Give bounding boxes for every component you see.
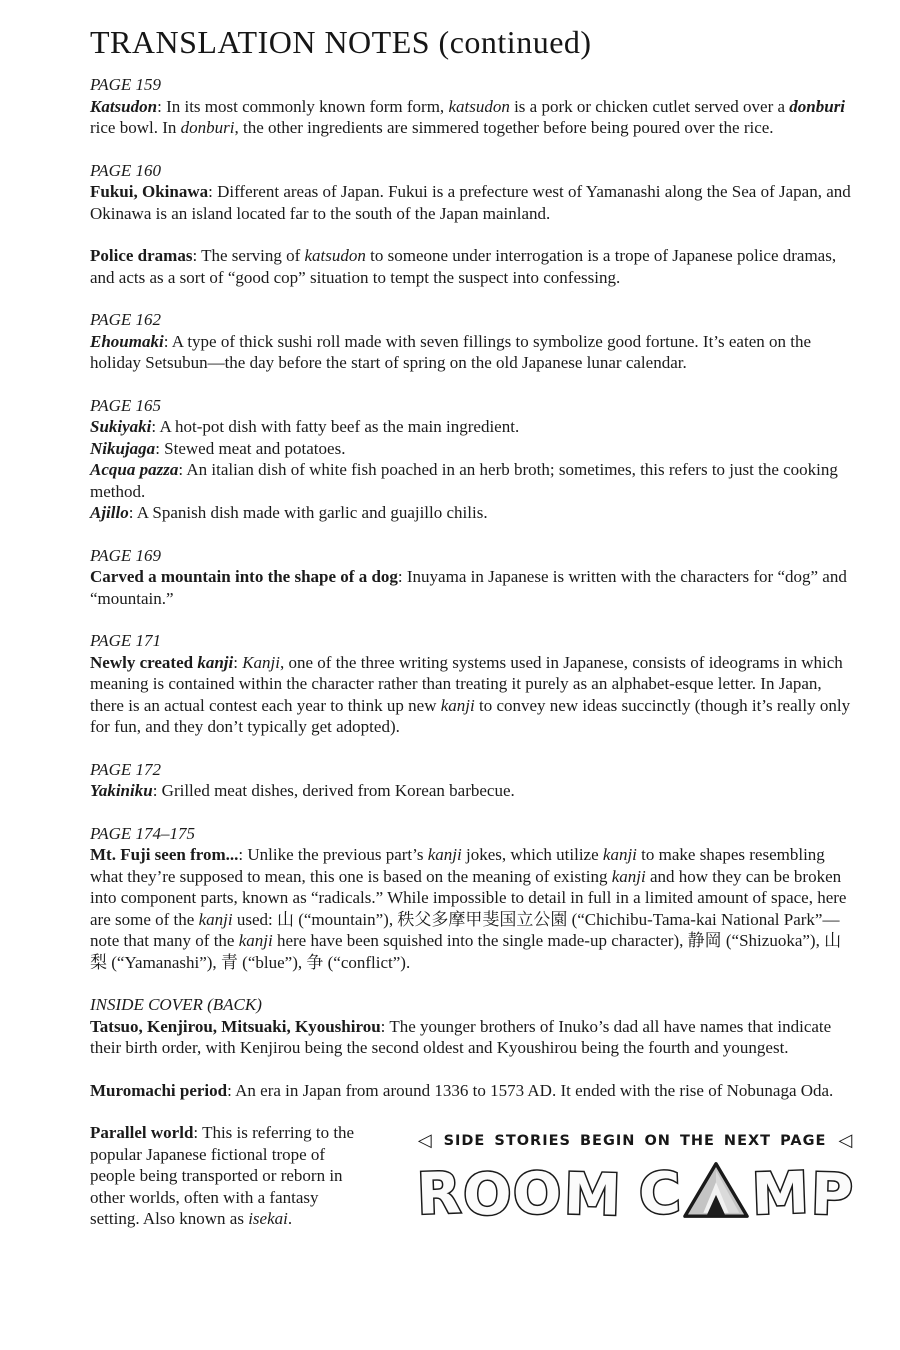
text-run: kanji (602, 845, 637, 864)
text-run: here have been squished into the single made-up character), 静岡 (“Shizuoka”), 山梨 (“Yamanashi”), 青 (“blue”), 争 (“conflict”). (90, 931, 842, 972)
text-run: Mt. Fuji seen from... (90, 845, 239, 864)
page-heading: PAGE 165 (90, 395, 161, 415)
text-run: : A Spanish dish made with garlic and guajillo chilis. (128, 503, 488, 522)
text-run: : Stewed meat and potatoes. (155, 438, 346, 458)
logo-letter: M (751, 1159, 811, 1228)
text-run: Yakiniku (90, 781, 153, 800)
text-run: kanji (427, 845, 462, 864)
logo-letter: O (462, 1160, 513, 1229)
text-run: kanji (197, 652, 234, 672)
notes-blocks (90, 74, 856, 1101)
notes-block (90, 395, 856, 524)
notes-block (90, 823, 856, 974)
parallel-world-entry (90, 1122, 366, 1230)
text-run: jokes, which utilize (461, 845, 603, 864)
text-run: Ajillo (90, 503, 129, 522)
text-run: : Unlike the previous part’s (238, 845, 428, 864)
text-run: Newly created (90, 652, 198, 672)
page-heading: PAGE 160 (90, 160, 161, 180)
text-run: kanji (611, 866, 646, 886)
side-stories-area (366, 1122, 856, 1229)
text-run: Katsudon (90, 96, 158, 116)
note-entry (90, 416, 856, 438)
text-run: kanji (198, 909, 233, 929)
note-entry (90, 181, 856, 224)
left-triangle-icon: ◁ (417, 1130, 432, 1151)
page-heading: PAGE 171 (90, 631, 161, 650)
text-run: : The serving of (192, 246, 305, 265)
text-run: katsudon (304, 246, 366, 265)
text-run: Carved a mountain into the shape of a dog (90, 567, 398, 586)
text-run: Police dramas (90, 246, 193, 265)
logo-letter: R (415, 1159, 463, 1228)
text-run: katsudon (448, 96, 510, 116)
text-run: Parallel world (90, 1123, 194, 1142)
notes-block (90, 994, 856, 1059)
notes-block (90, 309, 856, 374)
text-run: : A type of thick sushi roll made with seven fillings to symbolize good fortune. It’s eaten on the holiday Setsubun—the day before the start of spring on the old Japanese lunar calendar. (90, 331, 812, 372)
text-run: : Grilled meat dishes, derived from Korean barbecue. (152, 781, 515, 800)
page-title: TRANSLATION NOTES (continued) (90, 24, 592, 60)
text-run: Acqua pazza (90, 460, 179, 479)
note-entry (90, 1016, 856, 1059)
text-run: Tatsuo, Kenjirou, Mitsuaki, Kyoushirou (90, 1016, 381, 1036)
text-run: : Inuyama in Japanese is written with the characters for “dog” and “mountain.” (90, 567, 847, 608)
text-run: used: 山 (“mountain”), 秩父多摩甲斐国立公園 (“Chichibu-Tama-kai National Park”—note that many of the (90, 909, 840, 950)
logo-letter: M (562, 1160, 622, 1229)
text-run: : An era in Japan from around 1336 to 1573 AD. It ended with the rise of Nobunaga Oda. (227, 1080, 834, 1100)
logo-word-camp-c (637, 1159, 682, 1228)
text-run: kanji (440, 695, 475, 715)
note-entry (90, 652, 856, 738)
note-entry (90, 502, 856, 524)
tent-icon (682, 1160, 750, 1220)
text-run: is a pork or chicken cutlet served over a (509, 96, 790, 116)
text-run: kanji (238, 931, 273, 950)
page-heading: INSIDE COVER (BACK) (90, 995, 262, 1014)
page-heading: PAGE 162 (90, 310, 161, 329)
text-run: Sukiyaki (90, 417, 152, 436)
banner-text: SIDE STORIES BEGIN ON THE NEXT PAGE (443, 1132, 827, 1149)
text-run: , the other ingredients are simmered together before being poured over the rice. (234, 118, 774, 137)
text-run: and how they can be broken into component parts, known as “radicals.” While impossible to detail in full in a limited amount of space, here are some of the (90, 866, 847, 929)
note-entry (90, 331, 856, 374)
text-run: : The younger brothers of Inuko’s dad all have names that indicate their birth order, with Kenjirou being the second oldest and Kyoushirou being the fourth and youngest. (90, 1016, 832, 1057)
notes-block (90, 630, 856, 738)
room-camp-logo (414, 1159, 856, 1229)
text-run: to make shapes resembling what they’re supposed to mean, this one is based on the meaning of existing (90, 845, 825, 886)
logo-letter: P (810, 1160, 854, 1229)
text-run: . (287, 1209, 293, 1228)
notes-block (90, 1080, 856, 1102)
text-run: , one of the three writing systems used in Japanese, consists of ideograms in which meaning is contained within the character rather than treating it purely as an alphabet-esque letter. In Japan, there is an actual contest each year to think up new (90, 652, 843, 715)
note-entry (90, 1080, 856, 1102)
note-entry (90, 96, 856, 139)
page-heading: PAGE 172 (90, 759, 161, 779)
text-run: Muromachi period (90, 1080, 228, 1100)
note-entry (90, 438, 856, 460)
text-run: : Different areas of Japan. Fukui is a prefecture west of Yamanashi along the Sea of Japan, and Okinawa is an island located far to the south of the Japan mainland. (90, 182, 851, 223)
page-heading: PAGE 159 (90, 75, 161, 94)
text-run: : (233, 652, 243, 672)
logo-word-camp-mp (751, 1159, 854, 1229)
notes-block (90, 160, 856, 225)
logo-letter: O (512, 1159, 564, 1228)
logo-word-room (415, 1159, 622, 1229)
text-run: : An italian dish of white fish poached in an herb broth; sometimes, this refers to just the cooking method. (90, 460, 838, 501)
note-entry (90, 566, 856, 609)
text-run: Ehoumaki (90, 331, 164, 351)
text-run: : This is referring to the popular Japanese fictional trope of people being transported or reborn in other worlds, often with a fantasy setting. Also known as (90, 1123, 355, 1228)
notes-block (90, 245, 856, 288)
text-run: Fukui, Okinawa (90, 182, 209, 201)
note-entry (90, 459, 856, 502)
text-run: to someone under interrogation is a trope of Japanese police dramas, and acts as a sort of “good cop” situation to tempt the suspect into confessing. (90, 246, 837, 287)
right-triangle-icon: ◁ (838, 1130, 853, 1151)
text-run: : In its most commonly known form form, (157, 96, 449, 116)
text-run: donburi (180, 118, 235, 137)
note-entry (90, 844, 856, 973)
text-run: : A hot-pot dish with fatty beef as the main ingredient. (151, 417, 520, 436)
notes-block (90, 759, 856, 802)
logo-letter: C (637, 1159, 682, 1228)
side-stories-banner (414, 1130, 856, 1151)
note-entry (90, 780, 856, 802)
text-run: donburi (789, 96, 846, 116)
text-run: to convey new ideas succinctly (though it’s really only for fun, and they don’t typically get adopted). (90, 695, 851, 736)
text-run: isekai (248, 1209, 288, 1228)
text-run: rice bowl. In (90, 118, 181, 137)
text-run: Nikujaga (90, 438, 156, 458)
text-run: Kanji (242, 652, 280, 672)
page-heading: PAGE 174–175 (90, 823, 195, 843)
note-entry (90, 245, 856, 288)
page-heading: PAGE 169 (90, 545, 161, 565)
notes-block (90, 545, 856, 610)
notes-block (90, 74, 856, 139)
footer-row (90, 1122, 856, 1230)
